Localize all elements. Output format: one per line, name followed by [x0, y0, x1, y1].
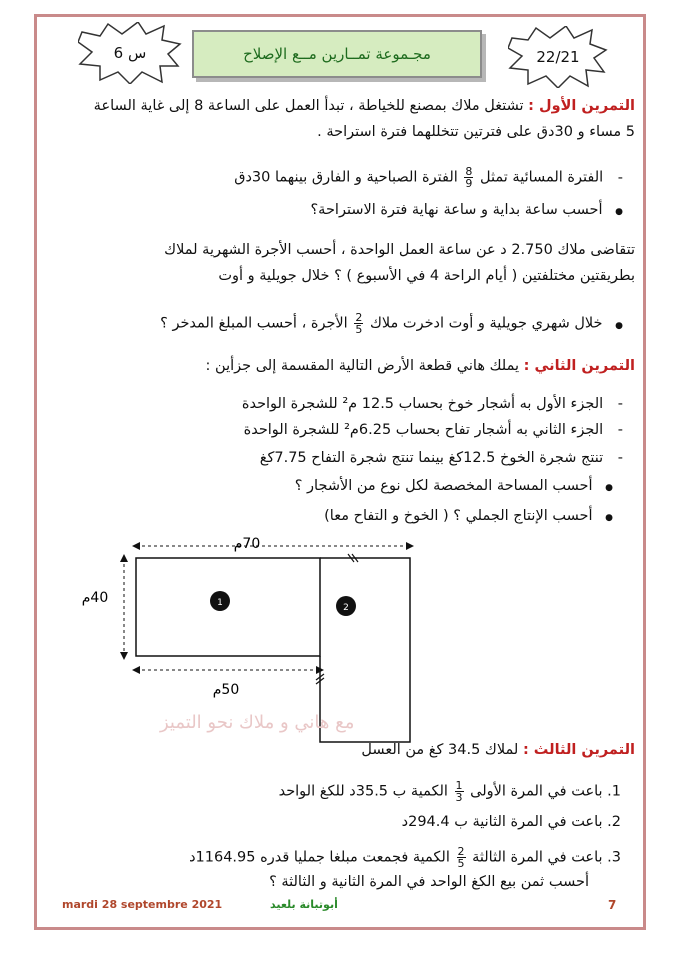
ex1-text1: تشتغل ملاك بمصنع للخياطة ، تبدأ العمل على الساعة 8 إلى غاية الساعة	[93, 98, 524, 114]
ex3-item1-num: 1.	[607, 783, 621, 800]
ex3-item2-num: 2.	[607, 814, 621, 830]
frac-num: 2	[457, 845, 465, 858]
ex1-item1-before: الفترة المسائية تمثل	[480, 169, 604, 186]
ex3-item3-after: الكمية فجمعت مبلغا جمليا قدره 1164.95د	[189, 849, 450, 866]
ex2-q1-text: أحسب المساحة المخصصة لكل نوع من الأشجار ؟	[294, 478, 593, 494]
ex1-text2: 5 مساء و 30دق على فترتين تتخللهما فترة استراحة .	[317, 124, 635, 140]
ex1-p2-text1: تتقاضى ملاك 2.750 د عن ساعة العمل الواحدة ، أحسب الأجرة الشهرية لملاك	[164, 242, 635, 258]
frac-den: 5	[355, 323, 363, 336]
ex3-question-text: أحسب ثمن بيع الكغ الواحد في المرة الثانية و الثالثة ؟	[269, 874, 589, 890]
footer-author: أبوتبانة بلعيد	[270, 898, 338, 911]
part2-label: 2	[343, 603, 349, 613]
footer-page-number: 7	[608, 898, 617, 912]
ex3-item3-before: باعت في المرة الثالثة	[472, 849, 603, 866]
bottom-label: 50م	[212, 682, 240, 698]
ex3-item1-after: الكمية ب 35.5د للكغ الواحد	[278, 783, 448, 800]
frac-num: 2	[355, 311, 363, 324]
frac-den: 9	[465, 177, 473, 190]
watermark: مع هاني و ملاك نحو التميز	[160, 712, 355, 733]
ex1-q2-after: الأجرة ، أحسب المبلغ المدخر ؟	[160, 315, 348, 332]
ex3-item3-fraction	[457, 846, 466, 869]
page-title: مجـموعة تمــارين مــع الإصلاح	[243, 45, 431, 63]
frac-den: 5	[457, 857, 465, 870]
footer-date: mardi 28 septembre 2021	[62, 898, 223, 911]
left-badge-text: س 6	[113, 44, 147, 62]
ex3-item1-fraction	[455, 780, 464, 803]
ex1-item1-after: الفترة الصباحية و الفارق بينهما 30دق	[234, 169, 458, 186]
frac-den: 3	[455, 791, 463, 804]
ex3-item2-text: باعت في المرة الثانية ب 294.4د	[401, 814, 603, 830]
ex2-item2-text: الجزء الثاني به أشجار تفاح بحساب 6.25م² للشجرة الواحدة	[243, 422, 604, 438]
ex1-p2-text2: بطريقتين مختلفتين ( أيام الراحة 4 في الأسبوع ) ؟ خلال جويلية و أوت	[218, 268, 635, 284]
frac-num: 1	[455, 779, 463, 792]
ex2-item3-text: تنتج شجرة الخوخ 12.5كغ بينما تنتج شجرة التفاح 7.75كغ	[259, 450, 604, 466]
left-label: 40م	[81, 590, 109, 606]
ex3-heading: التمرين الثالث :	[522, 742, 635, 758]
ex1-q2-before: خلال شهري جويلية و أوت ادخرت ملاك	[369, 315, 603, 332]
ex3-item3	[44, 846, 621, 869]
ex3-item2	[44, 812, 621, 832]
right-badge-text: 22/21	[536, 48, 580, 66]
ex2-heading: التمرين الثاني :	[523, 358, 635, 374]
frac-num: 8	[465, 165, 473, 178]
ex3-intro: لملاك 34.5 كغ من العسل	[361, 742, 519, 758]
top-label: 70م	[233, 536, 261, 552]
ex1-heading: التمرين الأول :	[528, 98, 635, 114]
ex3-intro-line	[44, 740, 635, 760]
ex2-item1-text: الجزء الأول به أشجار خوخ بحساب 12.5 م² للشجرة الواحدة	[241, 396, 604, 412]
ex3-question	[44, 872, 589, 892]
ex1-q1-text: أحسب ساعة بداية و ساعة نهاية فترة الاستراحة؟	[310, 202, 603, 218]
ex3-item3-num: 3.	[607, 849, 621, 866]
ex3-item1-before: باعت في المرة الأولى	[470, 783, 603, 800]
part1-label: 1	[217, 598, 223, 608]
ex3-item1	[44, 780, 621, 803]
ex2-q2-text: أحسب الإنتاج الجملي ؟ ( الخوخ و التفاح معا)	[324, 508, 593, 524]
ex2-intro: يملك هاني قطعة الأرض التالية المقسمة إلى جزأين :	[205, 358, 520, 374]
